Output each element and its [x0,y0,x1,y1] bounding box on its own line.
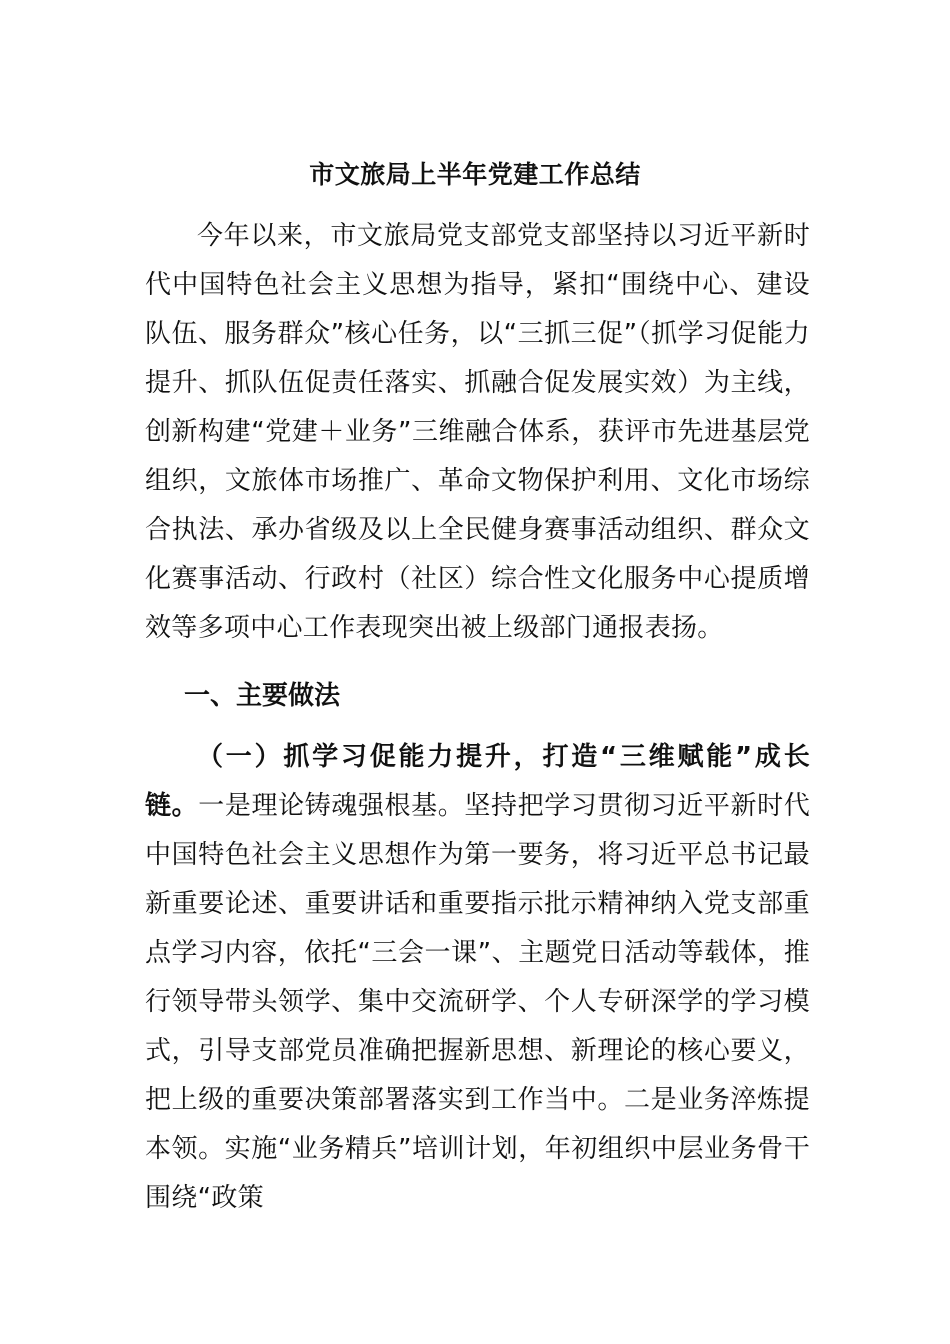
subsection-paragraph [145,733,810,1223]
subsection-body: 一是理论铸魂强根基。坚持把学习贯彻习近平新时代中国特色社会主义思想作为第一要务，将习近平总书记最新重要论述、重要讲话和重要指示批示精神纳入党支部重点学习内容，依托“三会一课”、主题党日活动等载体，推行领导带头领学、集中交流研学、个人专研深学的学习模式，引导支部党员准确把握新思想、新理论的核心要义，把上级的重要决策部署落实到工作当中。二是业务淬炼提本领。实施“业务精兵”培训计划，年初组织中层业务骨干围绕“政策 [145,791,810,1213]
subsection-heading: （一）抓学习促能力提升，打造“三维赋能”成长链。 [145,742,810,821]
section-heading-main-practices: 一、主要做法 [184,681,341,711]
document-title: 市文旅局上半年党建工作总结 [309,160,641,189]
intro-paragraph: 今年以来，市文旅局党支部党支部坚持以习近平新时代中国特色社会主义思想为指导，紧扣“围绕中心、建设队伍、服务群众”核心任务，以“三抓三促”（抓学习促能力提升、抓队伍促责任落实、抓融合促发展实效）为主线，创新构建“党建＋业务”三维融合体系，获评市先进基层党组织，文旅体市场推广、革命文物保护利用、文化市场综合执法、承办省级及以上全民健身赛事活动组织、群众文化赛事活动、行政村（社区）综合性文化服务中心提质增效等多项中心工作表现突出被上级部门通报表扬。 [145,221,810,643]
